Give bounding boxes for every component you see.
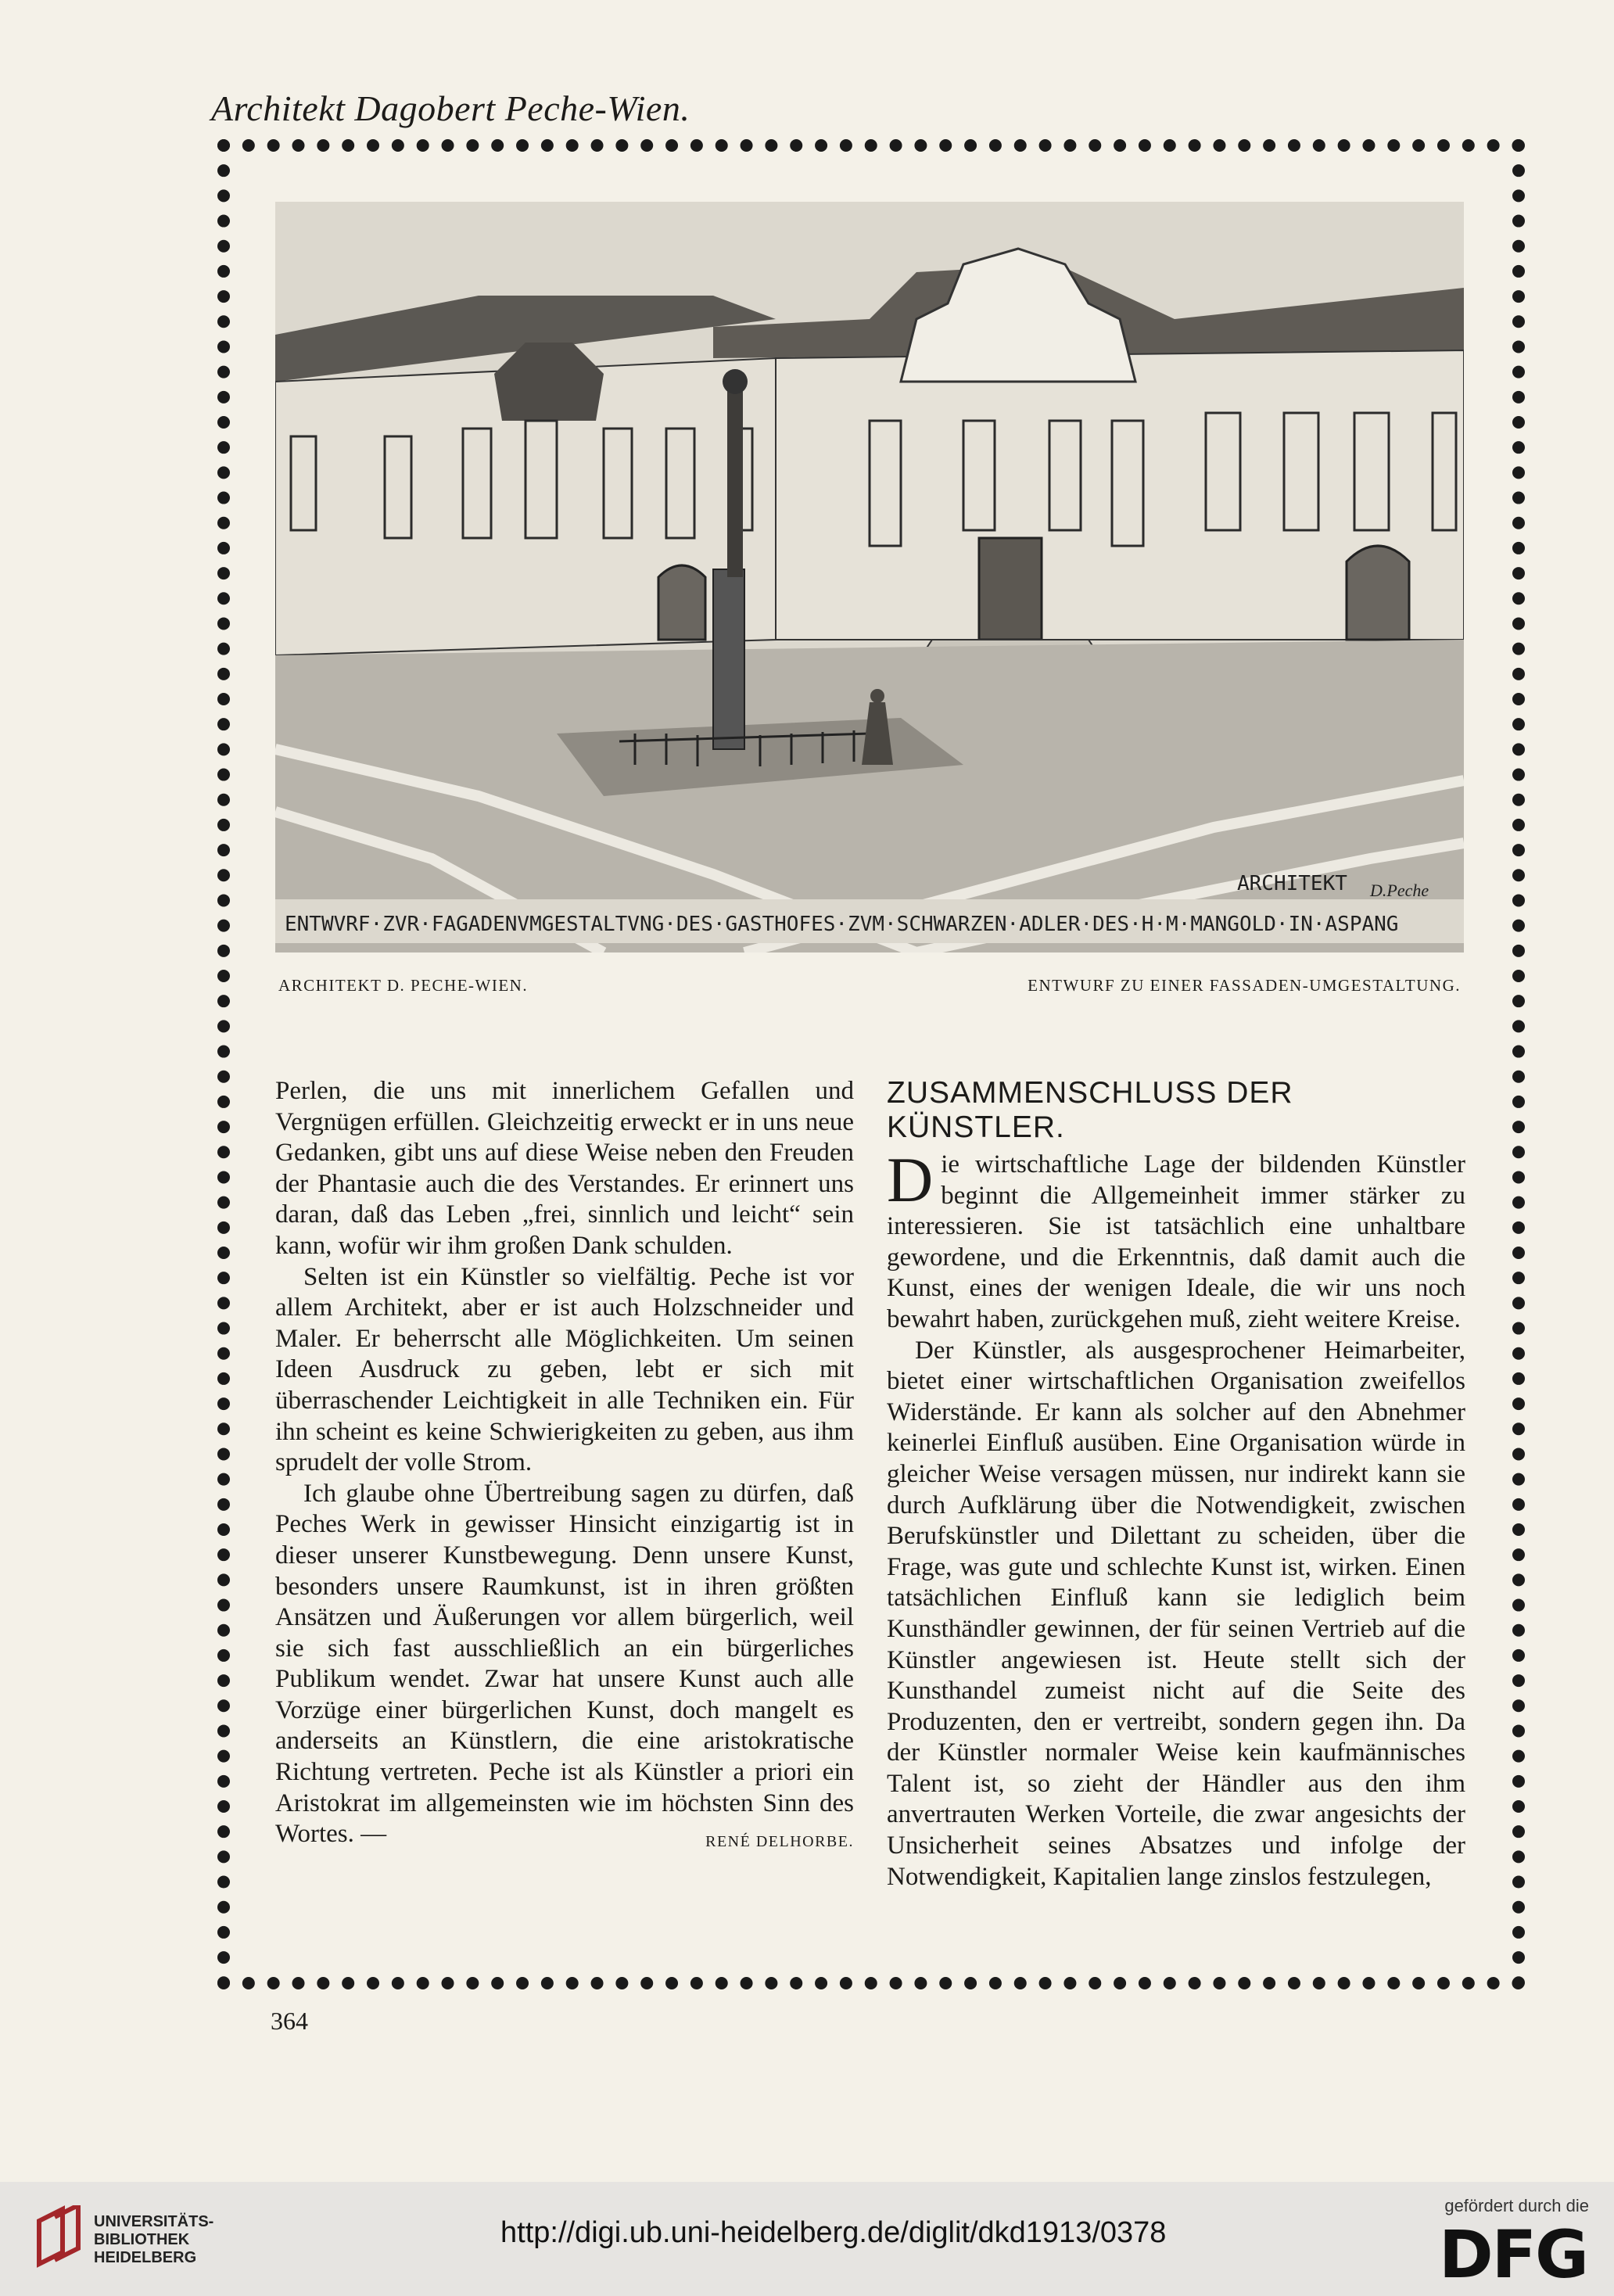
drawing-inscription: ENTWVRF·ZVR·FAGADENVMGESTALTVNG·DES·GASTHOFES·ZVM·SCHWARZEN·ADLER·DES·H·M·MANGOLD·IN·ASPANG xyxy=(285,913,1399,936)
caption-right: ENTWURF ZU EINER FASSADEN-UMGESTALTUNG. xyxy=(1028,976,1461,995)
page-number: 364 xyxy=(271,2007,308,2035)
library-name-line-3: HEIDELBERG xyxy=(94,2249,197,2266)
right-paragraph-1 xyxy=(887,1144,1465,1336)
left-column xyxy=(275,1076,854,1858)
permalink-url[interactable]: http://digi.ub.uni-heidelberg.de/diglit/dkd1913/0378 xyxy=(500,2216,1167,2249)
library-name[interactable] xyxy=(94,2213,213,2267)
left-paragraph-3 xyxy=(275,1479,854,1850)
section-title: ZUSAMMENSCHLUSS DER KÜNSTLER. xyxy=(887,1076,1293,1144)
architectural-drawing xyxy=(275,202,1464,952)
right-paragraph-2: Der Künstler, als ausgesprochener Heimarbeiter, bietet einer wirtschaftlichen Organisation zweifellos Widerstände. Er kann als solcher auf den Abnehmer keinerlei Einfluß ausüben. Eine Organisation würde in gleicher Weise versagen müssen, nur indirekt kann sie durch Aufklärung über die Notwendigkeit, zwischen Berufskünstler und Dilettant zu scheiden, über die Frage, was gute und schlechte Kunst ist, wirken. Einen tatsächlichen Einfluß kann sie lediglich beim Kunsthändler gewinnen, der für seinen Vertrieb auf die Künstler angewiesen ist. Heute stellt sich der Kunsthandel zumeist nicht auf die Seite des Produzenten, den er vertreibt, sondern gegen ihn. Da der Künstler normaler Weise kein kaufmännisches Talent ist, so zieht der Händler aus den ihm anvertrauten Werken Vorteile, die zwar angesichts der Unsicherheit seines Absatzes und infolge der Notwendigkeit, Kapitalien lange zinslos festzulegen, xyxy=(887,1336,1465,1891)
author-signature: RENÉ DELHORBE. xyxy=(705,1833,854,1851)
drawing-signature: D.Peche xyxy=(1370,881,1429,900)
left-paragraph-2: Selten ist ein Künstler so vielfältig. Peche ist vor allem Architekt, aber er ist auch Holzschneider und Maler. Er beherrscht alle Möglichkeiten. Um seinen Ideen Ausdruck zu geben, lebt er sich mit überraschender Leichtigkeit in alle Techniken ein. Für ihn scheint es keine Schwierigkeiten zu geben, aus ihm sprudelt der volle Strom. xyxy=(275,1262,854,1477)
right-paragraph-1-text: ie wirtschaftliche Lage der bildenden Künstler beginnt die Allgemeinheit immer stärker zu interessieren. Sie ist tatsächlich eine unhaltbare gewordene, und die Erkenntnis, daß damit auch die Kunst, eines der wenigen Ideale, die wir uns noch bewahrt haben, zurückgehen muß, zieht weitere Kreise. xyxy=(887,1150,1465,1333)
drawing-architekt-label: ARCHITEKT xyxy=(1237,872,1347,895)
library-logo-icon[interactable] xyxy=(31,2205,86,2271)
caption-left: ARCHITEKT D. PECHE-WIEN. xyxy=(278,976,529,995)
library-name-line-1: UNIVERSITÄTS- xyxy=(94,2213,214,2230)
running-header: Architekt Dagobert Peche-Wien. xyxy=(211,88,690,128)
funded-by-label: gefördert durch die xyxy=(1444,2196,1589,2215)
viewer-footer xyxy=(0,2182,1614,2296)
right-column xyxy=(887,1076,1465,1892)
library-name-line-2: BIBLIOTHEK xyxy=(94,2231,190,2248)
drop-cap: D xyxy=(887,1144,934,1215)
left-paragraph-1: Perlen, die uns mit innerlichem Gefallen und Vergnügen erfüllen. Gleichzeitig erweckt er in uns neue Gedanken, gibt uns auf diese Weise neben den Freuden der Phantasie auch die des Verstandes. Er erinnert uns daran, daß das Leben „frei, sinnlich und leicht“ sein kann, wofür wir ihm großen Dank schulden. xyxy=(275,1077,854,1260)
dfg-logo[interactable]: DFG xyxy=(1438,2216,1587,2293)
left-paragraph-3-text: Ich glaube ohne Übertreibung sagen zu dürfen, daß Peches Werk in gewisser Hinsicht einzigartig ist in dieser unserer Kunstbewegung. Denn unsere Kunst, besonders unsere Raumkunst, ist in ihren größten Ansätzen und Äußerungen vor allem bürgerlich, weil sie sich fast ausschließlich an ein bürgerliches Publikum wendet. Zwar hat unsere Kunst auch alle Vorzüge einer bürgerlichen Kunst, doch mangelt es anderseits an Künstlern, die eine aristokratische Richtung vertreten. Peche ist als Künstler a priori ein Aristokrat im allgemeinsten wie im höchsten Sinn des Wortes. — xyxy=(275,1479,854,1849)
